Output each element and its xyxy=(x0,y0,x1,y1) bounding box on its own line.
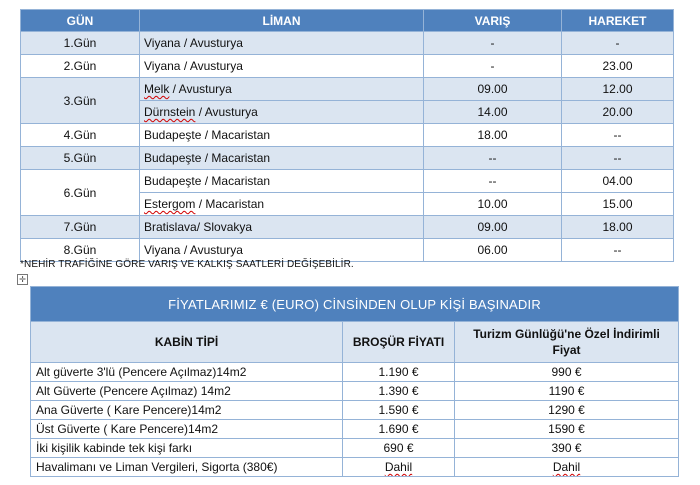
departure-cell: -- xyxy=(562,124,674,147)
itinerary-table xyxy=(20,9,674,262)
brochure-price-cell: 1.190 € xyxy=(343,363,455,382)
port-country: / Avusturya xyxy=(180,59,243,73)
departure-cell: 23.00 xyxy=(562,55,674,78)
special-price-cell: 1590 € xyxy=(455,420,679,439)
departure-cell: 20.00 xyxy=(562,101,674,124)
port-city: Bratislava xyxy=(144,220,197,234)
port-cell xyxy=(140,147,424,170)
price-banner: FİYATLARIMIZ € (EURO) CİNSİNDEN OLUP KİŞİ BAŞINADIR xyxy=(31,287,679,322)
port-country: / Avusturya xyxy=(180,243,243,257)
itinerary-row xyxy=(21,32,674,55)
day-cell: 6.Gün xyxy=(21,170,140,216)
brochure-price-cell: 690 € xyxy=(343,439,455,458)
arrival-cell: 09.00 xyxy=(424,216,562,239)
port-city: Viyana xyxy=(144,59,181,73)
special-price-cell xyxy=(455,458,679,477)
header-port: LİMAN xyxy=(140,10,424,32)
header-brochure-price: BROŞÜR FİYATI xyxy=(343,322,455,363)
cabin-cell: Alt güverte 3'lü (Pencere Açılmaz)14m2 xyxy=(31,363,343,382)
header-arrival: VARIŞ xyxy=(424,10,562,32)
special-included: Dahil xyxy=(552,460,581,474)
day-cell: 8.Gün xyxy=(21,239,140,262)
departure-cell: 18.00 xyxy=(562,216,674,239)
day-cell: 7.Gün xyxy=(21,216,140,239)
header-cabin-type: KABİN TİPİ xyxy=(31,322,343,363)
day-cell: 3.Gün xyxy=(21,78,140,124)
cabin-cell: Havalimanı ve Liman Vergileri, Sigorta (380€) xyxy=(31,458,343,477)
port-cell xyxy=(140,101,424,124)
port-city: Melk xyxy=(144,82,170,96)
departure-cell: 04.00 xyxy=(562,170,674,193)
departure-cell: 12.00 xyxy=(562,78,674,101)
arrival-cell: -- xyxy=(424,147,562,170)
departure-cell: -- xyxy=(562,147,674,170)
price-row xyxy=(31,401,679,420)
price-row xyxy=(31,439,679,458)
port-country: / Slovakya xyxy=(196,220,253,234)
header-day: GÜN xyxy=(21,10,140,32)
arrival-cell: - xyxy=(424,55,562,78)
port-cell xyxy=(140,32,424,55)
special-price-cell: 990 € xyxy=(455,363,679,382)
arrival-cell: 14.00 xyxy=(424,101,562,124)
cabin-cell: İki kişilik kabinde tek kişi farkı xyxy=(31,439,343,458)
departure-cell: -- xyxy=(562,239,674,262)
port-cell xyxy=(140,193,424,216)
day-cell: 5.Gün xyxy=(21,147,140,170)
departure-cell: 15.00 xyxy=(562,193,674,216)
port-country: / Macaristan xyxy=(201,128,271,142)
port-country: / Macaristan xyxy=(201,151,271,165)
port-city: Budapeşte xyxy=(144,151,202,165)
port-cell xyxy=(140,170,424,193)
special-price-cell: 1190 € xyxy=(455,382,679,401)
itinerary-row xyxy=(21,55,674,78)
cabin-cell: Üst Güverte ( Kare Pencere)14m2 xyxy=(31,420,343,439)
port-city: Viyana xyxy=(144,243,181,257)
itinerary-row xyxy=(21,170,674,193)
port-country: / Avusturya xyxy=(169,82,232,96)
day-cell: 2.Gün xyxy=(21,55,140,78)
price-row xyxy=(31,382,679,401)
header-departure: HAREKET xyxy=(562,10,674,32)
schedule-note: *NEHİR TRAFİĞİNE GÖRE VARIŞ VE KALKIŞ SAATLERİ DEĞİŞEBİLİR. xyxy=(20,259,354,270)
itinerary-row xyxy=(21,216,674,239)
arrival-cell: 18.00 xyxy=(424,124,562,147)
port-city: Viyana xyxy=(144,36,181,50)
departure-cell: - xyxy=(562,32,674,55)
port-city: Estergom xyxy=(144,197,196,211)
port-cell xyxy=(140,78,424,101)
brochure-price-cell: 1.590 € xyxy=(343,401,455,420)
cabin-cell: Alt Güverte (Pencere Açılmaz) 14m2 xyxy=(31,382,343,401)
brochure-price-cell: 1.690 € xyxy=(343,420,455,439)
port-city: Budapeşte xyxy=(144,174,202,188)
arrival-cell: 06.00 xyxy=(424,239,562,262)
price-header-row xyxy=(31,322,679,363)
port-country: / Avusturya xyxy=(195,105,258,119)
port-city: Dürnstein xyxy=(144,105,196,119)
brochure-price-cell: 1.390 € xyxy=(343,382,455,401)
day-cell: 4.Gün xyxy=(21,124,140,147)
special-price-cell: 1290 € xyxy=(455,401,679,420)
arrival-cell: -- xyxy=(424,170,562,193)
port-cell xyxy=(140,216,424,239)
day-cell: 1.Gün xyxy=(21,32,140,55)
price-table xyxy=(30,286,679,477)
brochure-included: Dahil xyxy=(384,460,413,474)
itinerary-row xyxy=(21,78,674,101)
port-country: / Avusturya xyxy=(180,36,243,50)
arrival-cell: 09.00 xyxy=(424,78,562,101)
price-row xyxy=(31,420,679,439)
port-cell xyxy=(140,124,424,147)
port-country: / Macaristan xyxy=(195,197,265,211)
arrival-cell: - xyxy=(424,32,562,55)
brochure-price-cell xyxy=(343,458,455,477)
special-price-cell: 390 € xyxy=(455,439,679,458)
cabin-cell: Ana Güverte ( Kare Pencere)14m2 xyxy=(31,401,343,420)
port-city: Budapeşte xyxy=(144,128,202,142)
port-cell xyxy=(140,55,424,78)
arrival-cell: 10.00 xyxy=(424,193,562,216)
price-row xyxy=(31,363,679,382)
itinerary-header-row xyxy=(21,10,674,32)
price-row xyxy=(31,458,679,477)
itinerary-row xyxy=(21,147,674,170)
header-special-price: Turizm Günlüğü'ne Özel İndirimli Fiyat xyxy=(455,322,679,363)
itinerary-row xyxy=(21,124,674,147)
port-country: / Macaristan xyxy=(201,174,271,188)
move-handle-icon[interactable]: ✛ xyxy=(17,274,28,285)
